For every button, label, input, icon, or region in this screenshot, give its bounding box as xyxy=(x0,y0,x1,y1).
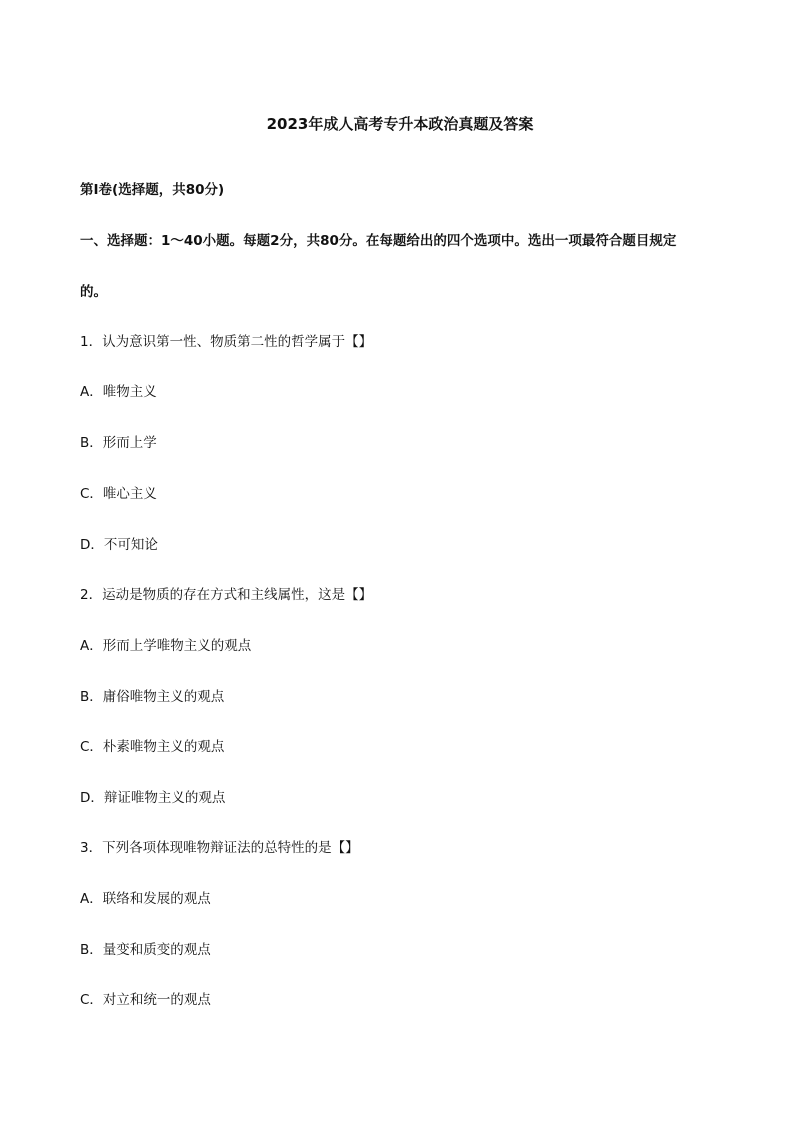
question-2-option-c: C．朴素唯物主义的观点 xyxy=(80,739,225,755)
question-1-option-a: A．唯物主义 xyxy=(80,384,157,400)
question-3-stem: 3．下列各项体现唯物辩证法的总特性的是【】 xyxy=(80,840,359,856)
question-2-option-b: B．庸俗唯物主义的观点 xyxy=(80,689,225,705)
question-3-option-a: A．联络和发展的观点 xyxy=(80,891,211,907)
section-instruction-line-1: 一、选择题：1～40小题。每题2分，共80分。在每题给出的四个选项中。选出一项最符合题目规定 xyxy=(80,233,677,249)
question-3-option-c: C．对立和统一的观点 xyxy=(80,992,211,1008)
question-2-stem: 2．运动是物质的存在方式和主线属性，这是【】 xyxy=(80,587,373,603)
question-3-option-b: B．量变和质变的观点 xyxy=(80,942,211,958)
volume-heading: 第Ⅰ卷(选择题，共80分) xyxy=(80,182,225,198)
question-2-option-d: D．辩证唯物主义的观点 xyxy=(80,790,226,806)
question-1-stem: 1．认为意识第一性、物质第二性的哲学属于【】 xyxy=(80,334,373,350)
question-1-option-c: C．唯心主义 xyxy=(80,486,157,502)
question-2-option-a: A．形而上学唯物主义的观点 xyxy=(80,638,252,654)
question-1-option-d: D．不可知论 xyxy=(80,537,158,553)
question-1-option-b: B．形而上学 xyxy=(80,435,157,451)
section-instruction-line-2: 的。 xyxy=(80,284,107,300)
document-title: 2023年成人高考专升本政治真题及答案 xyxy=(266,115,534,133)
